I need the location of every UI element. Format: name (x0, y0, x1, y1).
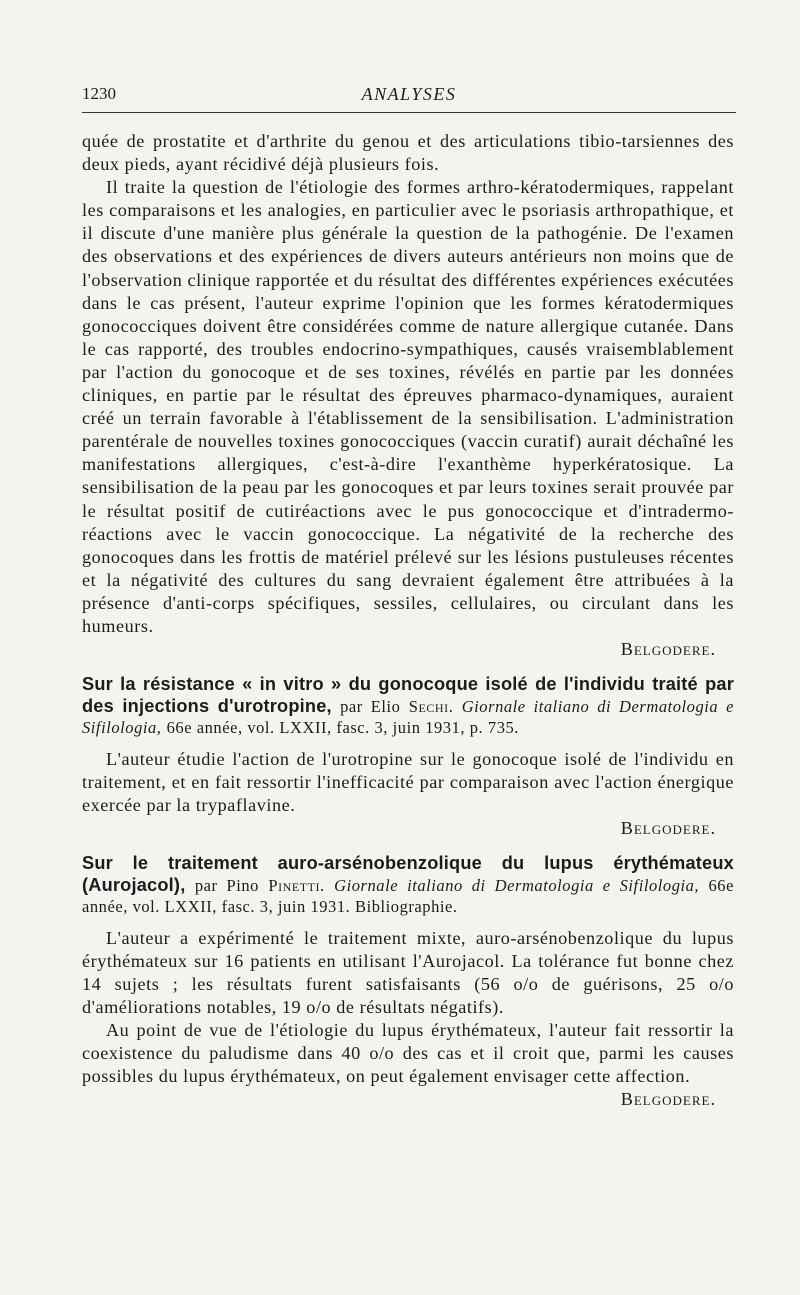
paragraph: L'auteur étudie l'action de l'urotropine sur le gonocoque isolé de l'individu en traitement, et en fait ressortir l'inefficacité par comparaison avec l'action énergique exercée par la trypaflavine. (82, 748, 734, 815)
article-heading (82, 674, 734, 739)
signature: Belgodere. (620, 639, 716, 660)
article-author: Sechi. (408, 696, 454, 716)
paragraph: quée de prostatite et d'arthrite du genou et des articulations tibio-tarsiennes des deux pieds, ayant récidivé déjà plusieurs fois. (82, 131, 734, 175)
article-byline: par Elio (340, 696, 401, 716)
article-byline: par Pino (194, 875, 259, 895)
article-reference: 66e année, vol. LXXII, fasc. 3, juin 1931, p. 735. (166, 718, 519, 738)
page-body (82, 130, 734, 1111)
article-journal: Giornale italiano di Dermatologia e Sifilologia, (334, 875, 700, 895)
page-number: 1230 (82, 84, 116, 103)
header-rule (82, 112, 736, 113)
signature: Belgodere. (620, 1089, 716, 1110)
paragraph: Au point de vue de l'étiologie du lupus érythémateux, l'auteur fait ressortir la coexistence du paludisme dans 40 o/o des cas et il croit que, parmi les causes possibles du lupus érythémateux, on peut également envisager cette affection. (82, 1019, 734, 1087)
signature: Belgodere. (620, 817, 716, 838)
article-heading (82, 853, 734, 918)
article-journal: Giornale italiano di Dermatologia e Sifilologia, (82, 696, 734, 738)
article-title: Sur la résistance « in vitro » du gonocoque isolé de l'individu traité par des injections d'urotropine, (82, 674, 734, 716)
article-author: Pinetti. (268, 875, 325, 895)
paragraph: L'auteur a expérimenté le traitement mixte, auro-arsénobenzolique du lupus érythémateux sur 16 patients en utilisant l'Aurojacol. La tolérance fut bonne chez 14 sujets ; les résultats furent satisfaisants (56 o/o de guérisons, 25 o/o d'améliorations notables, 19 o/o de résultats négatifs). (82, 927, 734, 1017)
article-title: Sur le traitement auro-arsénobenzolique du lupus érythémateux (Aurojacol), (82, 853, 734, 895)
page-header (82, 84, 736, 108)
article-reference: 66e année, vol. LXXII, fasc. 3, juin 1931. Bibliographie. (82, 875, 734, 917)
paragraph: Il traite la question de l'étiologie des formes arthro-kératodermiques, rappelant les comparaisons et les analogies, en particulier avec le psoriasis arthropathique, et il discute d'une manière plus générale la question de la pathogénie. De l'examen des observations et des expériences de divers auteurs antérieurs non moins que de l'observation clinique rapportée et du résultat des différentes expériences exécutées dans le cas présent, l'auteur exprime l'opinion que les formes kératodermiques gonococciques doivent être considérées comme de nature allergique cutanée. Dans le cas rapporté, des troubles endocrino-sympathiques, causés vraisemblablement par l'action du gonocoque et de ses toxines, révélés en partie par les données cliniques, en partie par le résultat des épreuves pharmaco-dynamiques, auraient créé un terrain favorable à l'établissement de la sensibilisation. L'administration parentérale de nouvelles toxines gonococciques (vaccin curatif) aurait déchaîné les manifestations allergiques, c'est-à-dire l'exanthème hyperkératosique. La sensibilisation de la peau par les gonocoques et par leurs toxines serait prouvée par le résultat positif de cutiréactions avec le pus gonococcique et d'intradermo-réactions avec le vaccin gonococcique. La négativité de la recherche des gonocoques dans les frottis de matériel prélevé sur les lésions pustuleuses récentes et la négativité des cultures du sang devraient également être attribuées à la présence d'anti-corps spécifiques, sessiles, cellulaires, ou circulant dans les humeurs. (82, 177, 734, 636)
running-head: ANALYSES (361, 84, 457, 104)
